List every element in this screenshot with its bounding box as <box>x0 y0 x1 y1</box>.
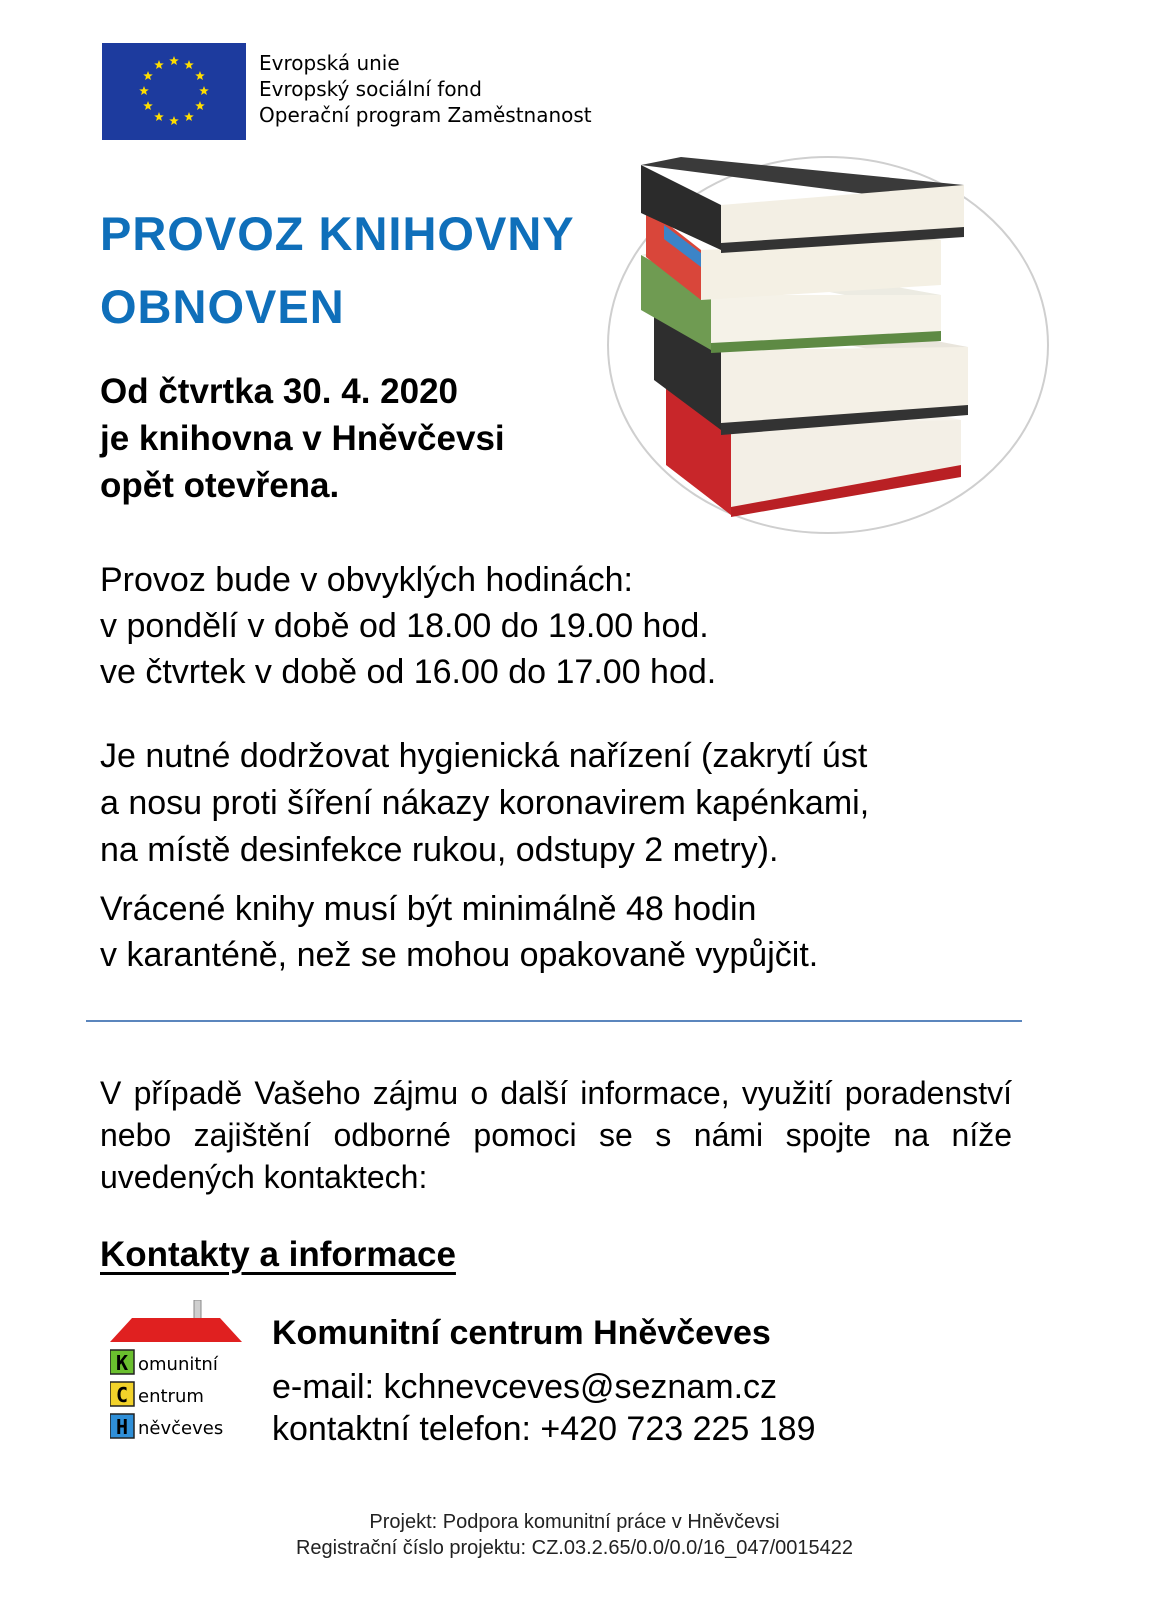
books-illustration <box>606 155 1074 555</box>
logo-letter: H <box>115 1415 129 1439</box>
title-line: PROVOZ KNIHOVNY <box>100 207 575 260</box>
divider <box>86 1020 1022 1022</box>
email-line: e-mail: kchnevceves@seznam.cz <box>272 1368 778 1406</box>
title-line: OBNOVEN <box>100 280 345 333</box>
eu-star-icon <box>199 86 209 95</box>
eu-star-icon <box>139 86 149 95</box>
eu-stars-icon <box>102 43 246 140</box>
hygiene-line: na místě desinfekce rukou, odstupy 2 metry). <box>100 831 779 869</box>
hygiene-line: Je nutné dodržovat hygienická nařízení (zakrytí úst <box>100 737 868 775</box>
eu-star-icon <box>154 60 164 69</box>
footer <box>0 1509 1149 1561</box>
eu-star-icon <box>143 71 153 80</box>
book-stack-icon <box>606 155 1074 555</box>
eu-star-icon <box>143 101 153 110</box>
eu-star-icon <box>154 112 164 121</box>
eu-text-block <box>259 50 592 128</box>
eu-star-icon <box>195 71 205 80</box>
contacts-heading: Kontakty a informace <box>100 1235 456 1274</box>
house-logo-icon <box>110 1300 250 1450</box>
lead-line: Od čtvrtka 30. 4. 2020 <box>100 372 458 411</box>
eu-line: Evropská unie <box>259 51 400 75</box>
hours-line: Provoz bude v obvyklých hodinách: <box>100 561 633 599</box>
hours-line: v pondělí v době od 18.00 do 19.00 hod. <box>100 607 709 645</box>
eu-line: Operační program Zaměstnanost <box>259 103 592 127</box>
eu-line: Evropský sociální fond <box>259 77 482 101</box>
interest-paragraph: V případě Vašeho zájmu o další informace, využití poradenství nebo zajištění odborné pomoci se s námi spojte na níže uvedených kontaktech: <box>100 1075 1012 1195</box>
logo-word: něvčeves <box>138 1418 224 1439</box>
returns-line: v karanténě, než se mohou opakovaně vypůjčit. <box>100 936 819 974</box>
hours-line: ve čtvrtek v době od 16.00 do 17.00 hod. <box>100 653 717 691</box>
community-centre-logo <box>110 1300 250 1450</box>
lead-announcement <box>100 368 505 509</box>
hygiene-rules <box>100 733 869 874</box>
logo-word: omunitní <box>138 1354 218 1375</box>
lead-line: opět otevřena. <box>100 466 340 505</box>
logo-word: entrum <box>138 1386 204 1407</box>
contact-details <box>272 1366 816 1450</box>
eu-star-icon <box>195 101 205 110</box>
eu-star-icon <box>169 56 179 65</box>
eu-star-icon <box>184 112 194 121</box>
opening-hours <box>100 557 716 695</box>
organization-name: Komunitní centrum Hněvčeves <box>272 1314 771 1352</box>
lead-line: je knihovna v Hněvčevsi <box>100 419 505 458</box>
phone-line: kontaktní telefon: +420 723 225 189 <box>272 1410 816 1448</box>
returns-line: Vrácené knihy musí být minimálně 48 hodin <box>100 890 757 928</box>
eu-flag-logo <box>102 43 246 140</box>
hygiene-line: a nosu proti šíření nákazy koronavirem kapénkami, <box>100 784 870 822</box>
page-title <box>100 197 575 343</box>
eu-star-icon <box>184 60 194 69</box>
book-returns-note <box>100 886 818 978</box>
footer-project: Projekt: Podpora komunitní práce v Hněvčevsi <box>369 1511 780 1533</box>
logo-letter: C <box>115 1383 129 1407</box>
footer-registration: Registrační číslo projektu: CZ.03.2.65/0.0/0.0/16_047/0015422 <box>295 1537 854 1559</box>
logo-letter: K <box>115 1351 129 1375</box>
eu-star-icon <box>169 116 179 125</box>
